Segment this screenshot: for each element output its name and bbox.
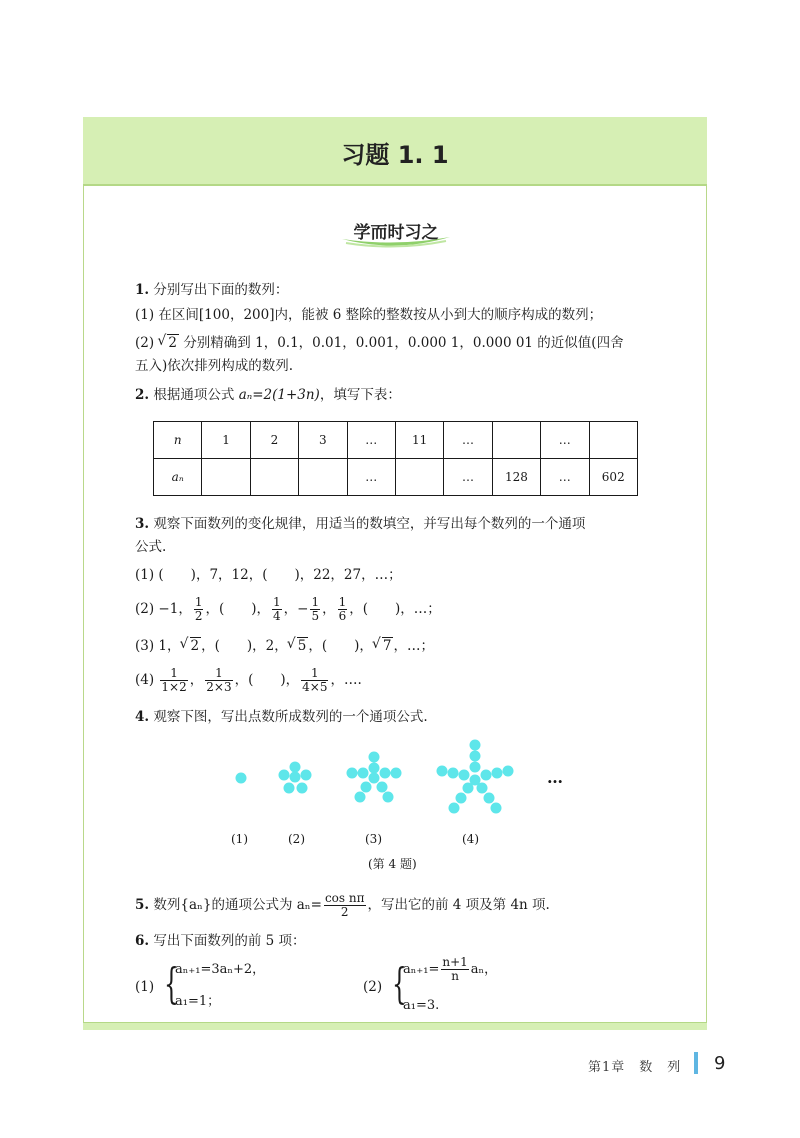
denominator: 1×2 [161,680,187,694]
q3-part1: (1) ( )，7，12，( )，22，27，…； [135,567,402,583]
table-cell [202,459,250,496]
q6-system2-line1 [403,956,497,984]
fraction [310,596,320,623]
q3-part2-mid: ，− [283,601,309,617]
fraction [160,667,187,694]
sqrt-2: √ 2 [167,334,179,351]
section-title: 学而时习之 [353,223,439,243]
table-cell: … [347,459,395,496]
figure-label-3: (3) [365,832,382,846]
q6-line [135,931,306,951]
table-cell [589,422,638,459]
fraction [338,596,348,623]
denominator: 2 [340,905,349,919]
q1-part2-cont: 五入)依次排列构成的数列. [135,358,294,374]
table-cell: 11 [395,422,443,459]
table-cell: 3 [299,422,347,459]
q3-part2-mid: ，( )， [205,601,271,617]
figure-label-1: (1) [231,832,248,846]
fraction [272,596,282,623]
table-cell [299,459,347,496]
q3-text: 观察下面数列的变化规律，用适当的数填空，并写出每个数列的一个通项 [153,516,586,532]
figure-label-4: (4) [462,832,479,846]
chapter-label: 第1章 数 列 [588,1060,682,1075]
q6-system1-line2: a₁=1； [175,994,221,1009]
table-cell: 2 [250,422,298,459]
figure-2-dots [279,762,312,794]
ellipsis: … [547,768,563,787]
q3-line [135,514,585,534]
numerator: 1 [194,595,203,609]
q2-number: 2. [135,387,150,403]
table-cell [395,459,443,496]
numerator: cos nπ [324,891,365,905]
figure-caption: (第 4 题) [368,857,417,871]
q3-part3-mid: ，( )，2， [201,638,288,654]
q3-text-cont: 公式. [135,539,167,555]
q4-line [135,707,428,727]
q1-part2 [135,333,624,353]
numerator: 1 [205,667,232,681]
table-cell: … [541,422,589,459]
figure-3-dots [347,752,402,803]
q1-part1: (1) 在区间[100，200]内，能被 6 整除的整数按从小到大的顺序构成的数列； [135,307,603,323]
table-cell: 602 [589,459,638,496]
fraction [324,892,366,919]
sqrt-7: √ 7 [382,637,394,654]
q5-text-after: ，写出它的前 4 项及第 4n 项. [367,897,550,913]
q4-text: 观察下图，写出点数所成数列的一个通项公式. [153,709,428,725]
denominator: 4×5 [302,680,328,694]
q3-part2-prefix: (2) −1， [135,601,192,617]
table-cell: … [347,422,395,459]
table-row-n [154,422,638,459]
figure-label-2: (2) [288,832,305,846]
q3-part4: (4) $\frac{1}{1\times 2}$ ， $\frac{1}{2\times 3}$ ，( )， $\frac{1}{4\times 5}$ ，…. [135,666,362,694]
table-cell: aₙ [154,459,202,496]
fraction [205,667,232,694]
exercise-header [83,117,707,186]
q3-part4-mid: ，( )， [234,672,300,688]
sqrt-2: √ 2 [190,637,202,654]
q4-number: 4. [135,709,150,725]
q3-part3 [135,636,434,656]
q1-number: 1. [135,282,150,298]
q1-line [135,280,288,300]
q5-line [135,889,550,921]
denominator: n [451,969,459,983]
q2-text-before: 根据通项公式 [153,387,235,403]
table-cell: 1 [202,422,250,459]
fraction [441,956,468,983]
denominator: 4 [273,609,281,623]
q3-part4-end: ，…. [330,672,362,688]
q2-line [135,385,401,405]
q6-system2-label: (2) [363,979,383,995]
section-label [340,213,452,249]
brace-2: { [392,959,407,1008]
q5-text-before: 数列{aₙ}的通项公式为 aₙ= [153,897,322,913]
footer-accent-bar [694,1052,698,1074]
table-cell: … [444,422,492,459]
figure-4-dots [437,740,514,814]
q1-part2-prefix: (2) [135,335,155,351]
dot [236,773,247,784]
denominator: 6 [338,609,347,623]
numerator: 1 [160,667,187,681]
table-cell: 128 [492,459,540,496]
q6-system2-line2: a₁=3. [403,998,440,1013]
page-number: 9 [714,1053,726,1074]
q3-part2-end: ，( )，…； [349,601,441,617]
q1-text: 分别写出下面的数列： [153,282,289,298]
q3-part3-mid: ，( )， [308,638,373,654]
q3-part2-mid: ， [322,601,336,617]
numerator: 1 [311,595,320,609]
q6-system2-prefix: aₙ₊₁= [403,962,440,977]
q3-number: 3. [135,516,150,532]
numerator: n+1 [442,955,468,969]
numerator: 1 [273,595,281,609]
q6-text: 写出下面数列的前 5 项： [153,933,306,949]
q3-part2 [135,594,441,624]
q5-number: 5. [135,897,150,913]
denominator: 5 [311,609,320,623]
denominator: 2×3 [206,680,232,694]
exercise-bottom-band [83,1022,707,1030]
table-cell [492,422,540,459]
table-cell: n [154,422,202,459]
q3-part4-prefix: (4) [135,672,155,688]
q3-part3-prefix: (3) 1， [135,638,181,654]
table-cell [250,459,298,496]
fraction [194,596,204,623]
q2-formula: aₙ=2(1+3n) [238,387,320,403]
q2-text-after: ，填写下表： [319,387,401,403]
brace-1: { [164,959,179,1008]
table-row-an [154,459,638,496]
dot-figure [225,735,565,815]
exercise-title: 习题 1. 1 [341,141,449,169]
q3-part3-end: ，…； [393,638,434,654]
q6-system2-suffix: aₙ， [470,962,498,977]
q6-system1-line1: aₙ₊₁=3aₙ+2， [175,962,266,977]
numerator: 1 [301,667,328,681]
sqrt-5: √ 5 [297,637,309,654]
numerator: 1 [338,595,347,609]
q6-system1-label: (1) [135,979,155,995]
table-cell: … [541,459,589,496]
table-cell: … [444,459,492,496]
q6-number: 6. [135,933,150,949]
q1-part2-text: 分别精确到 1，0.1，0.01，0.001，0.000 1，0.000 01 的近似值(四舍 [183,335,624,351]
sequence-table [153,421,638,496]
fraction [301,667,328,694]
denominator: 2 [194,609,203,623]
